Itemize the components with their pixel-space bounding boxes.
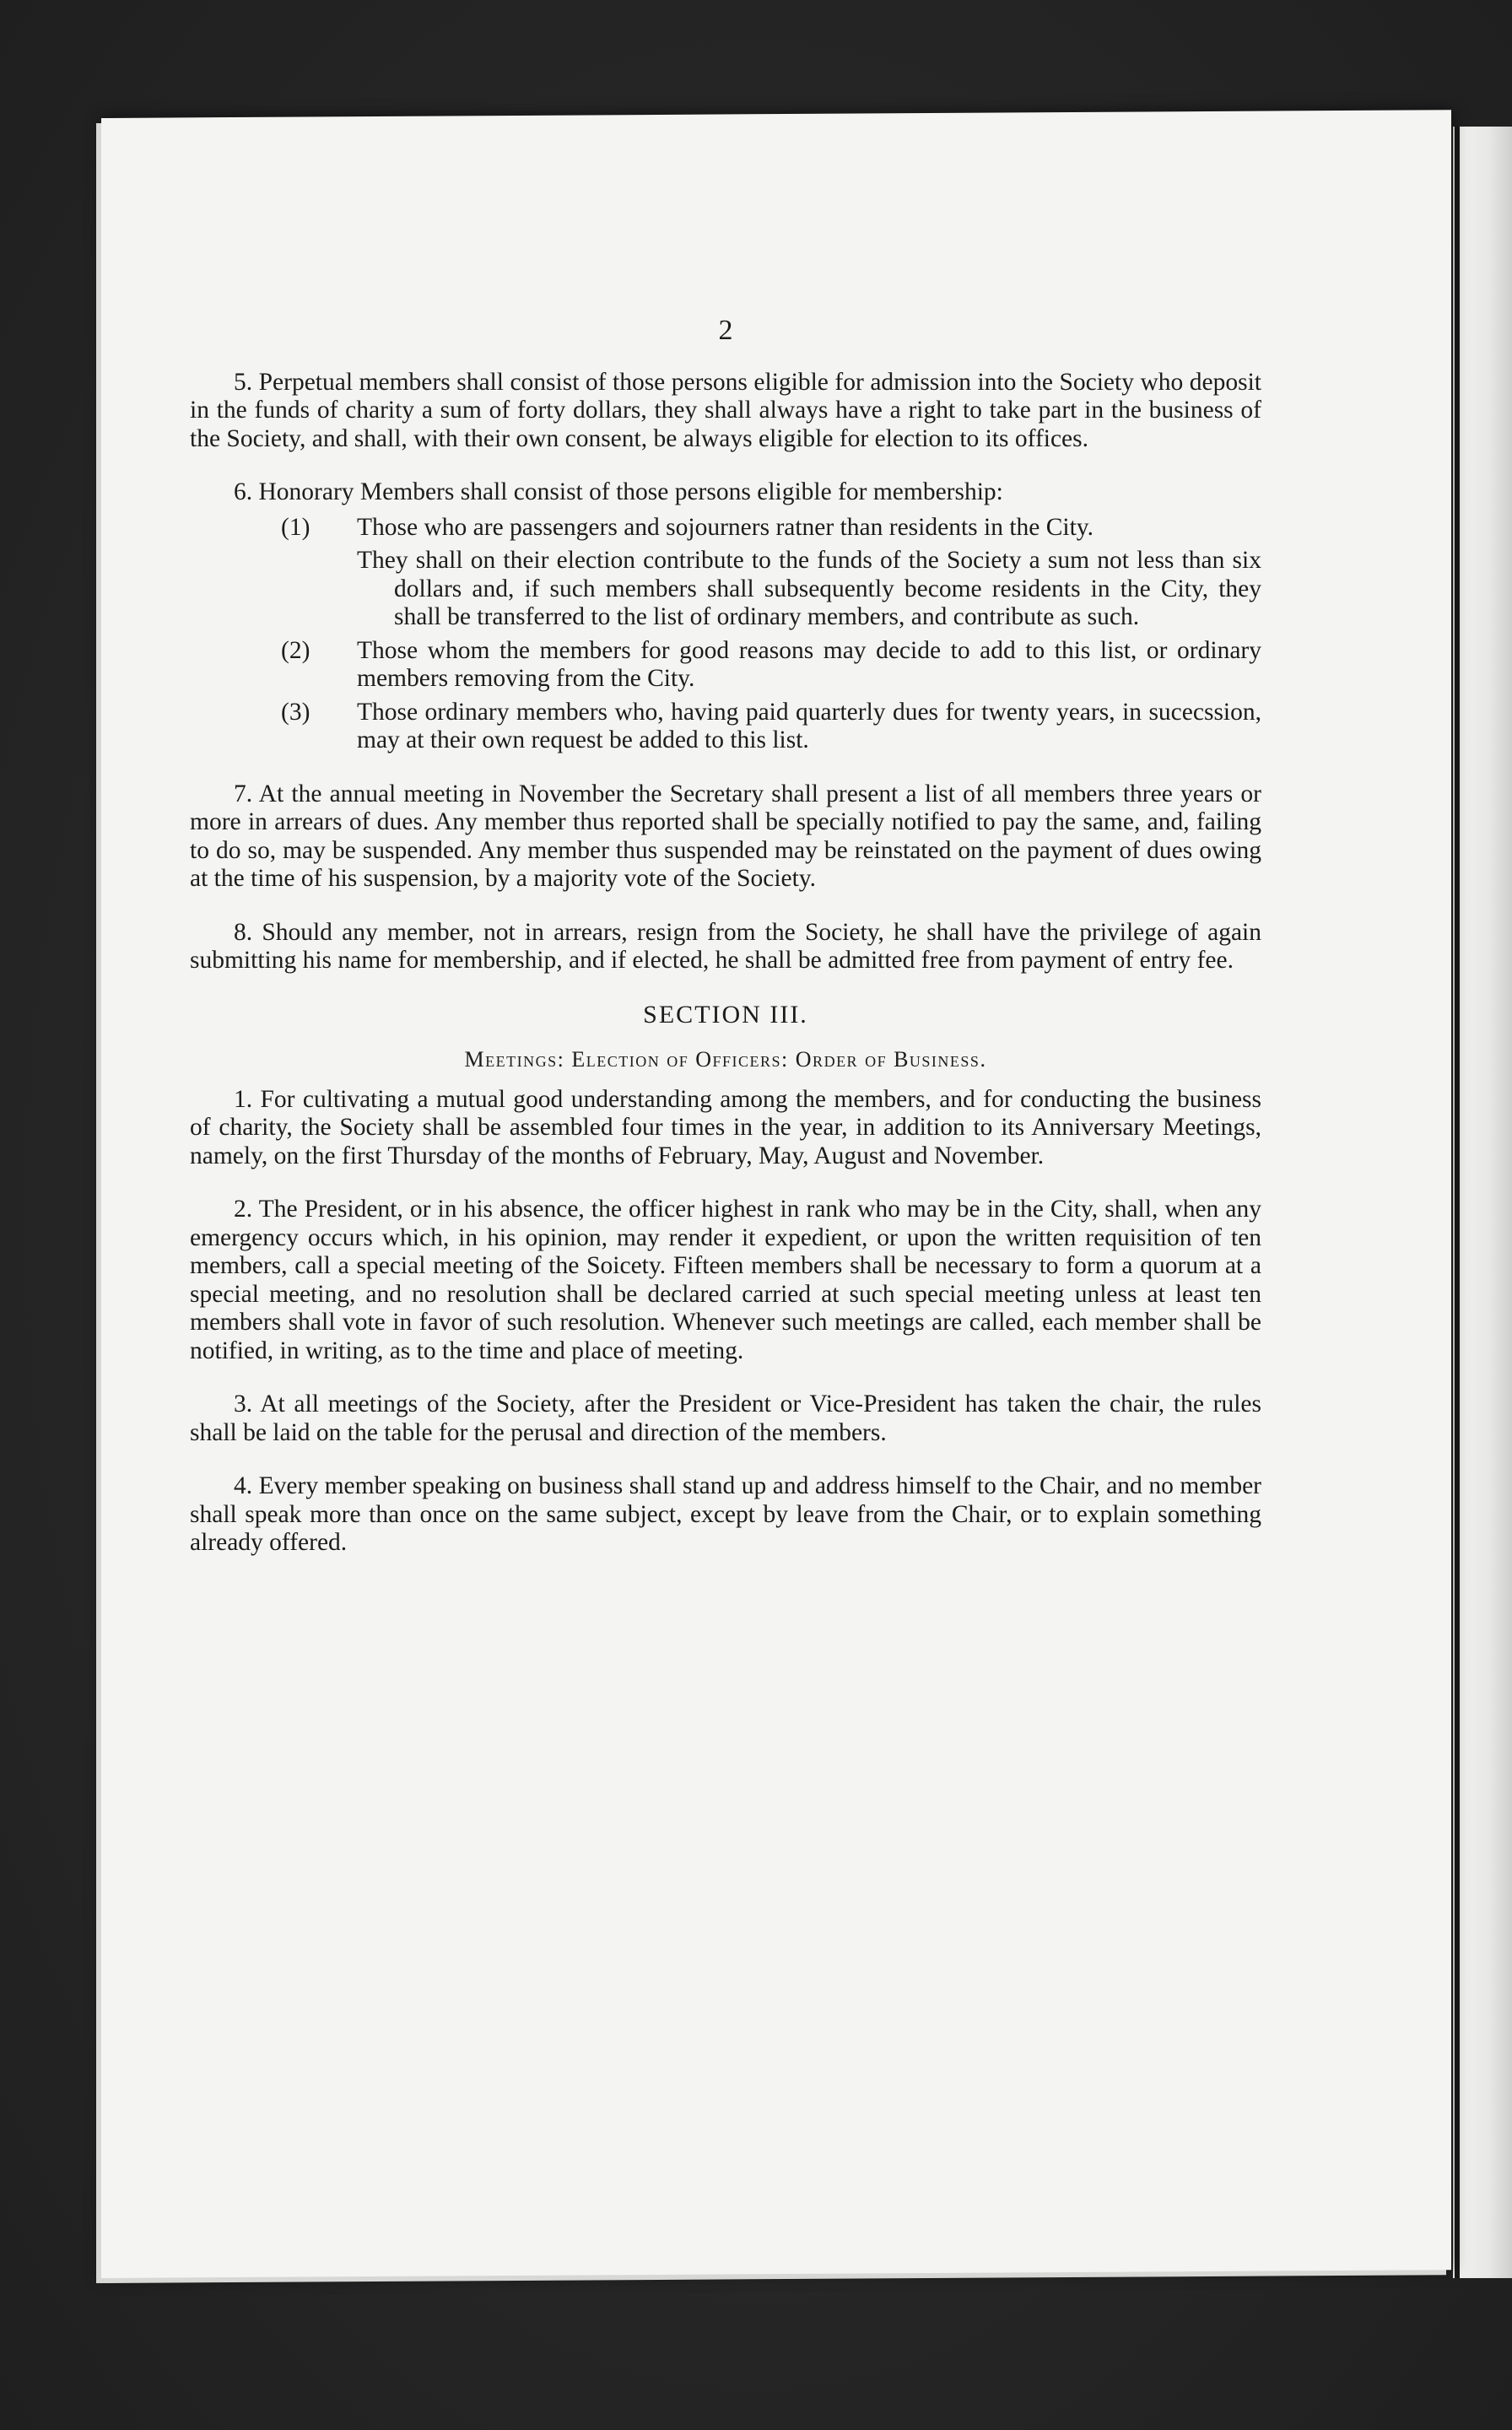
list-item (190, 514, 1261, 543)
list-item (190, 699, 1261, 755)
next-page-edge (1453, 127, 1512, 2278)
list-item-text: Those whom the members for good reasons may decide to add to this list, or ordinary members removing from the City. (357, 636, 1261, 692)
section-3-rule-4: 4. Every member speaking on business shall stand up and address himself to the Chair, and no member shall speak more than once on the same subject, except by leave from the Chair, or to explain something already offered. (190, 1472, 1261, 1556)
list-item-continuation (190, 547, 1261, 632)
list-item-number: (2) (281, 636, 310, 664)
list-item (190, 637, 1261, 694)
section-subtitle: Meetings: Election of Officers: Order of Business. (464, 1047, 987, 1072)
page-number: 2 (718, 315, 733, 346)
rule-7-arrears: 7. At the annual meeting in November the Secretary shall present a list of all members three years or more in arrears of dues. Any member thus reported shall be specially notified to pay the same, and, failing to do so, may be suspended. Any member thus suspended may be reinstated on the payment of dues owing at the time of his suspension, by a majority vote of the Society. (190, 780, 1261, 892)
rule-5-perpetual-members: 5. Perpetual members shall consist of those persons eligible for admission into the Society who deposit in the funds of charity a sum of forty dollars, they shall always have a right to take part in the business of the Society, and shall, with their own consent, be always eligible for election to its offices. (190, 368, 1261, 452)
section-3-rule-3: 3. At all meetings of the Society, after the President or Vice-President has taken the chair, the rules shall be laid on the table for the perusal and direction of the members. (190, 1390, 1261, 1446)
list-item-number: (3) (281, 698, 310, 726)
list-item-text: Those ordinary members who, having paid quarterly dues for twenty years, in sucecssion, may at their own request be added to this list. (357, 698, 1261, 753)
page-content (190, 316, 1261, 1583)
list-item-text: Those who are passengers and sojourners ratner than residents in the City. (357, 513, 1094, 541)
section-title: SECTION III. (643, 1000, 808, 1029)
section-3-rule-1: 1. For cultivating a mutual good understanding among the members, and for conducting the business of charity, the Society shall be assembled four times in the year, in addition to its Anniversary Meetings, namely, on the first Thursday of the months of February, May, August and November. (190, 1085, 1261, 1169)
section-3-rule-2: 2. The President, or in his absence, the officer highest in rank who may be in the City, shall, when any emergency occurs which, in his opinion, may render it expedient, or upon the written requisition of ten members, call a special meeting of the Soicety. Fifteen members shall be necessary to form a quorum at a special meeting, and no resolution shall be declared carried at such special meeting unless at least ten members shall vote in favor of such resolution. Whenever such meetings are called, each member shall be notified, in writing, as to the time and place of meeting. (190, 1196, 1261, 1364)
list-item-continuation-text: They shall on their election contribute to the funds of the Society a sum not less than six dollars and, if such members shall subsequently become residents in the City, they shall be transferred to the list of ordinary members, and contribute as such. (357, 547, 1261, 630)
page-gutter-line (1455, 127, 1460, 2278)
rule-6-honorary-members: 6. Honorary Members shall consist of those persons eligible for membership: (234, 478, 1003, 505)
rule-8-resignation: 8. Should any member, not in arrears, resign from the Society, he shall have the privilege of again submitting his name for membership, and if elected, he shall be admitted free from payment of entry fee. (190, 918, 1261, 974)
list-item-number: (1) (281, 513, 310, 541)
honorary-members-list (190, 514, 1261, 755)
